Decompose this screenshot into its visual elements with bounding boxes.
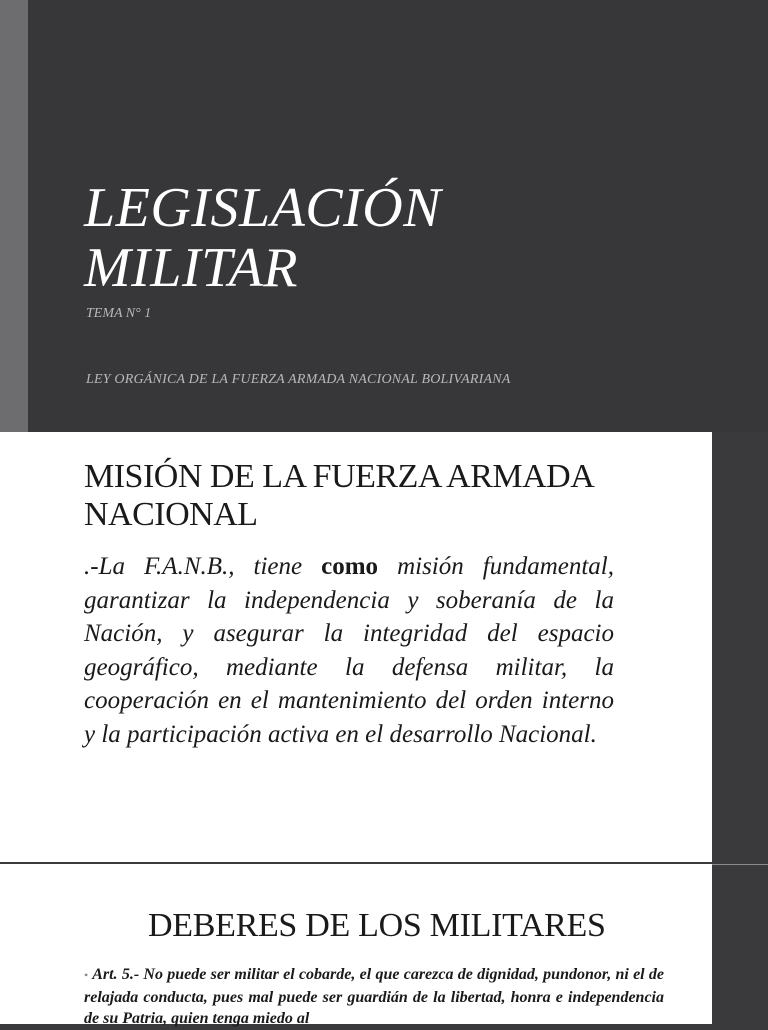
divider-line — [712, 864, 768, 865]
bullet-icon: • — [84, 968, 89, 982]
duties-slide — [0, 864, 712, 1027]
accent-bar — [0, 0, 28, 432]
mission-body — [84, 550, 614, 752]
title-line-2: MILITAR — [84, 237, 298, 299]
mission-slide — [0, 432, 712, 862]
title-slide — [0, 0, 768, 432]
law-name: LEY ORGÁNICA DE LA FUERZA ARMADA NACIONAL BOLIVARIANA — [86, 372, 511, 387]
article-5-text — [84, 964, 664, 1030]
mission-body-bold: como — [321, 553, 379, 580]
mission-body-end: misión fundamental, garantizar la independencia y soberanía de la Nación, y asegurar la integridad del espacio geográfico, mediante la defensa militar, la cooperación en el mantenimiento del orden interno y la participación activa en el desarrollo Nacional. — [84, 553, 614, 748]
duties-heading: DEBERES DE LOS MILITARES — [148, 907, 606, 944]
title-line-1: LEGISLACIÓN — [84, 177, 442, 239]
mission-body-start: .-La F.A.N.B., tiene — [84, 553, 322, 580]
article-5-body: Art. 5.- No puede ser militar el cobarde, el que carezca de dignidad, pundonor, ni el de relajada conducta, pues mal puede ser guardián de la libertad, honra e independencia de su Patria, quien tenga miedo al — [84, 966, 664, 1027]
slide-subtitle: TEMA N° 1 — [86, 306, 152, 321]
mission-heading: MISIÓN DE LA FUERZA ARMADA NACIONAL — [84, 458, 593, 533]
slide-title — [84, 178, 644, 298]
